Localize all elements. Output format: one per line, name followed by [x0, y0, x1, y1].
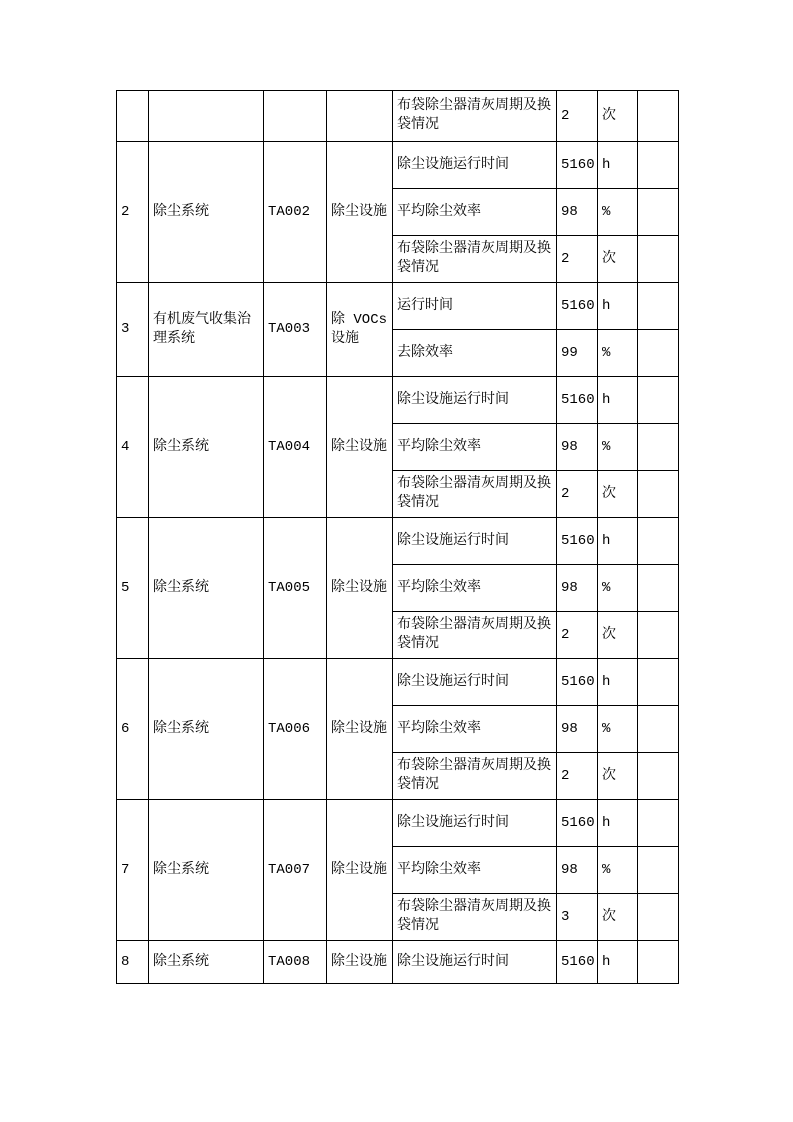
cell-param: 去除效率: [393, 330, 557, 377]
table-row: [117, 800, 679, 847]
cell-unit: h: [598, 941, 638, 984]
cell-param: 布袋除尘器清灰周期及换袋情况: [393, 91, 557, 142]
cell-unit: 次: [598, 894, 638, 941]
cell-code: TA002: [264, 142, 327, 283]
cell-code: TA007: [264, 800, 327, 941]
cell-unit: 次: [598, 753, 638, 800]
cell-no: 2: [117, 142, 149, 283]
cell-param: 除尘设施运行时间: [393, 142, 557, 189]
cell-extra: [638, 894, 679, 941]
cell-param: 除尘设施运行时间: [393, 941, 557, 984]
cell-unit: %: [598, 424, 638, 471]
cell-extra: [638, 236, 679, 283]
cell-param: 布袋除尘器清灰周期及换袋情况: [393, 612, 557, 659]
cell-param: 除尘设施运行时间: [393, 800, 557, 847]
cell-unit: 次: [598, 91, 638, 142]
cell-facility: 除尘设施: [327, 941, 393, 984]
cell-extra: [638, 612, 679, 659]
cell-value: 5160: [557, 283, 598, 330]
cell-system: 除尘系统: [149, 518, 264, 659]
table-row: [117, 142, 679, 189]
cell-value: 5160: [557, 142, 598, 189]
cell-param: 平均除尘效率: [393, 706, 557, 753]
cell-param: 平均除尘效率: [393, 189, 557, 236]
cell-extra: [638, 471, 679, 518]
cell-param: 除尘设施运行时间: [393, 518, 557, 565]
cell-unit: %: [598, 847, 638, 894]
table-row: [117, 941, 679, 984]
cell-value: 5160: [557, 518, 598, 565]
cell-extra: [638, 706, 679, 753]
cell-param: 平均除尘效率: [393, 847, 557, 894]
table-row: [117, 283, 679, 330]
cell-value: 2: [557, 91, 598, 142]
cell-system: 除尘系统: [149, 659, 264, 800]
cell-code: TA005: [264, 518, 327, 659]
cell-param: 除尘设施运行时间: [393, 659, 557, 706]
cell-unit: h: [598, 518, 638, 565]
cell-code: TA004: [264, 377, 327, 518]
cell-no: 8: [117, 941, 149, 984]
cell-value: 99: [557, 330, 598, 377]
cell-value: 98: [557, 847, 598, 894]
cell-unit: %: [598, 330, 638, 377]
cell-value: 2: [557, 236, 598, 283]
cell-value: 5160: [557, 659, 598, 706]
cell-value: 2: [557, 753, 598, 800]
cell-value: 3: [557, 894, 598, 941]
cell-system: [149, 91, 264, 142]
cell-facility: 除尘设施: [327, 659, 393, 800]
cell-param: 布袋除尘器清灰周期及换袋情况: [393, 471, 557, 518]
cell-extra: [638, 659, 679, 706]
cell-extra: [638, 753, 679, 800]
cell-system: 除尘系统: [149, 941, 264, 984]
cell-extra: [638, 941, 679, 984]
table-row: [117, 518, 679, 565]
cell-value: 98: [557, 706, 598, 753]
cell-value: 98: [557, 565, 598, 612]
cell-no: 3: [117, 283, 149, 377]
cell-unit: 次: [598, 471, 638, 518]
cell-facility: 除尘设施: [327, 518, 393, 659]
cell-value: 5160: [557, 800, 598, 847]
cell-extra: [638, 330, 679, 377]
cell-value: 98: [557, 424, 598, 471]
cell-unit: h: [598, 377, 638, 424]
cell-param: 布袋除尘器清灰周期及换袋情况: [393, 236, 557, 283]
cell-no: 6: [117, 659, 149, 800]
cell-system: 除尘系统: [149, 142, 264, 283]
cell-no: 7: [117, 800, 149, 941]
cell-extra: [638, 189, 679, 236]
cell-extra: [638, 800, 679, 847]
cell-unit: h: [598, 142, 638, 189]
cell-unit: h: [598, 659, 638, 706]
cell-value: 2: [557, 471, 598, 518]
cell-code: TA006: [264, 659, 327, 800]
cell-facility: [327, 91, 393, 142]
table-row: [117, 659, 679, 706]
cell-param: 平均除尘效率: [393, 565, 557, 612]
cell-system: 除尘系统: [149, 800, 264, 941]
cell-value: 5160: [557, 941, 598, 984]
cell-extra: [638, 377, 679, 424]
cell-no: 5: [117, 518, 149, 659]
cell-extra: [638, 91, 679, 142]
cell-unit: %: [598, 565, 638, 612]
table-body: [117, 91, 679, 984]
cell-system: 除尘系统: [149, 377, 264, 518]
cell-extra: [638, 847, 679, 894]
cell-code: TA003: [264, 283, 327, 377]
cell-facility: 除尘设施: [327, 142, 393, 283]
cell-code: [264, 91, 327, 142]
cell-value: 2: [557, 612, 598, 659]
cell-facility: 除尘设施: [327, 377, 393, 518]
cell-facility: 除 VOCs 设施: [327, 283, 393, 377]
cell-no: 4: [117, 377, 149, 518]
cell-unit: 次: [598, 236, 638, 283]
cell-param: 平均除尘效率: [393, 424, 557, 471]
cell-code: TA008: [264, 941, 327, 984]
cell-param: 除尘设施运行时间: [393, 377, 557, 424]
cell-unit: 次: [598, 612, 638, 659]
pollution-control-facility-table: [116, 90, 679, 984]
cell-value: 98: [557, 189, 598, 236]
cell-param: 运行时间: [393, 283, 557, 330]
cell-unit: h: [598, 283, 638, 330]
cell-no: [117, 91, 149, 142]
cell-unit: %: [598, 189, 638, 236]
cell-extra: [638, 142, 679, 189]
cell-value: 5160: [557, 377, 598, 424]
cell-param: 布袋除尘器清灰周期及换袋情况: [393, 894, 557, 941]
cell-facility: 除尘设施: [327, 800, 393, 941]
cell-extra: [638, 565, 679, 612]
cell-system: 有机废气收集治理系统: [149, 283, 264, 377]
cell-unit: h: [598, 800, 638, 847]
cell-extra: [638, 518, 679, 565]
cell-unit: %: [598, 706, 638, 753]
table-row: [117, 377, 679, 424]
cell-extra: [638, 283, 679, 330]
cell-extra: [638, 424, 679, 471]
table-row: [117, 91, 679, 142]
cell-param: 布袋除尘器清灰周期及换袋情况: [393, 753, 557, 800]
